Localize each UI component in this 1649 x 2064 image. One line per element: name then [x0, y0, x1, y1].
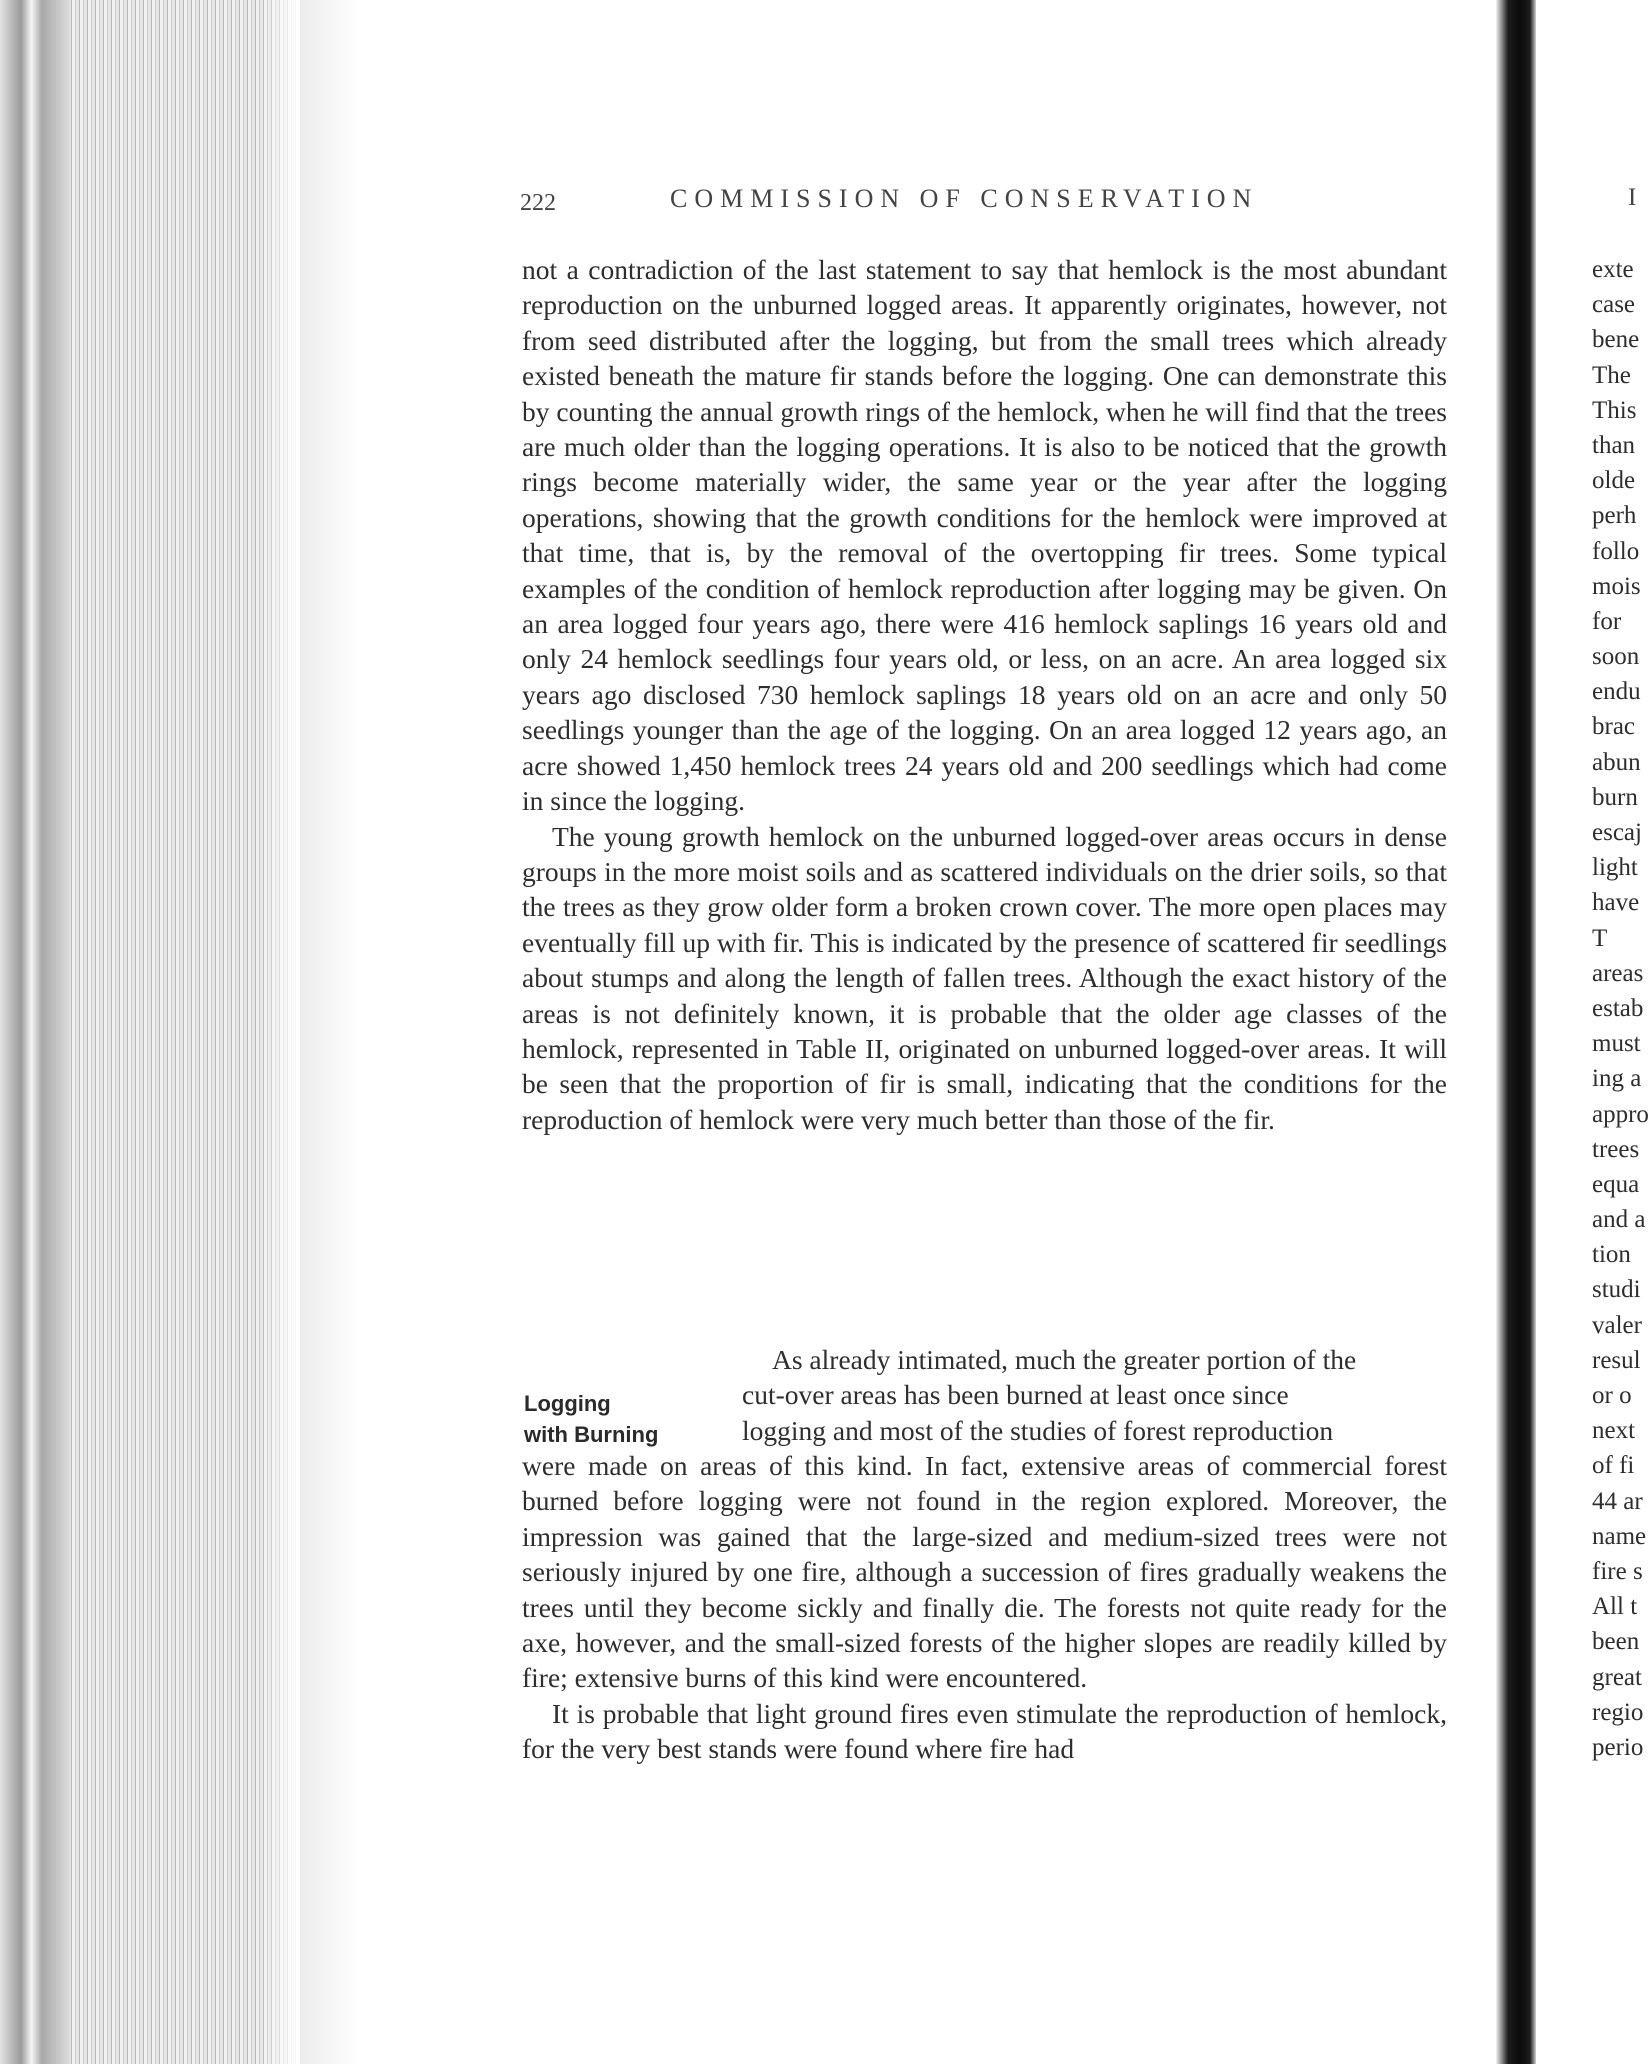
paragraph-1: not a contradiction of the last statement to say that hemlock is the most abundant reproduction on the unburned logged areas. It apparently originates, however, not from seed distributed after the logging, but from the small trees which already existed beneath the mature fir stands before the logging. One can demonstrate this by counting the annual growth rings of the hemlock, when he will find that the trees are much older than the logging operations. It is also to be noticed that the growth rings become materially wider, the same year or the year after the logging operations, showing that the growth conditions for the hemlock were improved at that time, that is, by the removal of the overtopping fir trees. Some typical examples of the condition of hemlock reproduction after logging may be given. On an area logged four years ago, there were 416 hemlock saplings 16 years old and only 24 hemlock seedlings four years old, or less, on an acre. An area logged six years ago disclosed 730 hemlock saplings 18 years old on an acre and only 50 seedlings younger than the age of the logging. On an area logged 12 years ago, an acre showed 1,450 hemlock trees 24 years old and 200 seedlings which had come in since the logging.: [522, 254, 1447, 817]
side-heading-line-2: with Burning: [524, 1422, 659, 1447]
facing-page-line-fragment: than: [1592, 431, 1636, 459]
side-heading: [524, 1388, 724, 1450]
facing-page-line-fragment: of fi: [1592, 1452, 1635, 1480]
facing-page-line-fragment: ing a: [1592, 1065, 1642, 1093]
page-body-continued: [522, 1448, 1447, 1767]
facing-page-line-fragment: olde: [1592, 467, 1636, 495]
facing-page-line-fragment: must: [1592, 1030, 1641, 1058]
running-header: [520, 184, 1450, 224]
facing-page-line-fragment: fire s: [1592, 1557, 1643, 1585]
facing-page-line-fragment: case: [1592, 291, 1636, 319]
facing-page-line-fragment: regio: [1592, 1698, 1644, 1726]
facing-page-line-fragment: bene: [1592, 326, 1640, 354]
facing-page-line-fragment: The: [1592, 361, 1631, 389]
facing-page-line-fragment: equa: [1592, 1170, 1640, 1198]
book-page-edges: [0, 0, 300, 2064]
running-head-title: COMMISSION OF CONSERVATION: [670, 184, 1259, 213]
facing-page-line-fragment: next: [1592, 1417, 1636, 1445]
facing-page-line-fragment: estab: [1592, 994, 1644, 1022]
facing-page-line-fragment: trees: [1592, 1135, 1640, 1163]
page-body: [522, 252, 1447, 1137]
paragraph-3-rest: were made on areas of this kind. In fact, extensive areas of commercial forest burned before logging were not found in the region explored. Moreover, the impression was gained that the large-sized and medium-sized trees were not seriously injured by one fire, although a succession of fires gradually weakens the trees until they become sickly and finally die. The forests not quite ready for the axe, however, and the small-sized forests of the higher slopes are readily killed by fire; extensive burns of this kind were encountered.: [522, 1450, 1447, 1694]
facing-page-line-fragment: soon: [1592, 643, 1640, 671]
facing-page-line-fragment: All t: [1592, 1593, 1638, 1621]
facing-page-line-fragment: T: [1592, 924, 1608, 952]
facing-page-line-fragment: tion: [1592, 1241, 1631, 1269]
facing-page-line-fragment: or o: [1592, 1382, 1632, 1409]
facing-page-line-fragment: studi: [1592, 1276, 1641, 1304]
facing-page-text: [1592, 252, 1649, 1765]
paragraph-4: It is probable that light ground fires even stimulate the reproduction of hemlock, for the very best stands were found where fire had: [522, 1697, 1447, 1765]
facing-page-line-fragment: appro: [1592, 1100, 1649, 1128]
facing-page-line-fragment: been: [1592, 1628, 1640, 1656]
facing-page-line-fragment: burn: [1592, 783, 1638, 811]
paragraph-3-line-2: cut-over areas has been burned at least once since: [742, 1379, 1289, 1411]
page-curve-shadow: [300, 0, 360, 2064]
facing-page-line-fragment: name: [1592, 1522, 1647, 1550]
facing-page-line-fragment: abun: [1592, 748, 1641, 776]
facing-page-line-fragment: great: [1592, 1663, 1642, 1691]
facing-page-line-fragment: have: [1592, 889, 1640, 917]
facing-page-line-fragment: valer: [1592, 1311, 1642, 1339]
facing-page-line-fragment: perh: [1592, 502, 1637, 530]
facing-page-line-fragment: follo: [1592, 537, 1640, 565]
facing-page-line-fragment: and a: [1592, 1206, 1646, 1234]
facing-page-line-fragment: 44 ar: [1592, 1487, 1643, 1515]
facing-page: [1540, 0, 1649, 2064]
page-number: 222: [520, 190, 556, 216]
facing-page-line-fragment: areas: [1592, 959, 1644, 987]
paragraph-3-intro: [742, 1342, 1447, 1448]
side-heading-line-1: Logging: [524, 1391, 611, 1416]
facing-page-header: I: [1628, 184, 1637, 211]
facing-page-line-fragment: light: [1592, 854, 1638, 882]
facing-page-line-fragment: resul: [1592, 1346, 1641, 1374]
facing-page-line-fragment: mois: [1592, 572, 1641, 600]
facing-page-line-fragment: escaj: [1592, 819, 1642, 846]
facing-page-line-fragment: endu: [1592, 678, 1641, 706]
facing-page-line-fragment: brac: [1592, 713, 1636, 741]
paragraph-2: The young growth hemlock on the unburned logged-over areas occurs in dense groups in the more moist soils and as scattered individuals on the drier soils, so that the trees as they grow older form a broken crown cover. The more open places may eventually fill up with fir. This is indicated by the presence of scattered fir seedlings about stumps and along the length of fallen trees. Although the exact history of the areas is not definitely known, it is probable that the older age classes of the hemlock, represented in Table II, originated on unburned logged-over areas. It will be seen that the proportion of fir is small, indicating that the conditions for the reproduction of hemlock were very much better than those of the fir.: [522, 820, 1447, 1135]
paragraph-3-line-1: As already intimated, much the greater portion of the: [772, 1344, 1357, 1375]
facing-page-line-fragment: perio: [1592, 1733, 1644, 1761]
book-gutter: [1496, 0, 1536, 2064]
facing-page-line-fragment: for: [1592, 607, 1622, 635]
paragraph-3-line-3: logging and most of the studies of forest reproduction: [742, 1414, 1334, 1446]
facing-page-line-fragment: exte: [1592, 256, 1634, 283]
facing-page-line-fragment: This: [1592, 396, 1637, 424]
